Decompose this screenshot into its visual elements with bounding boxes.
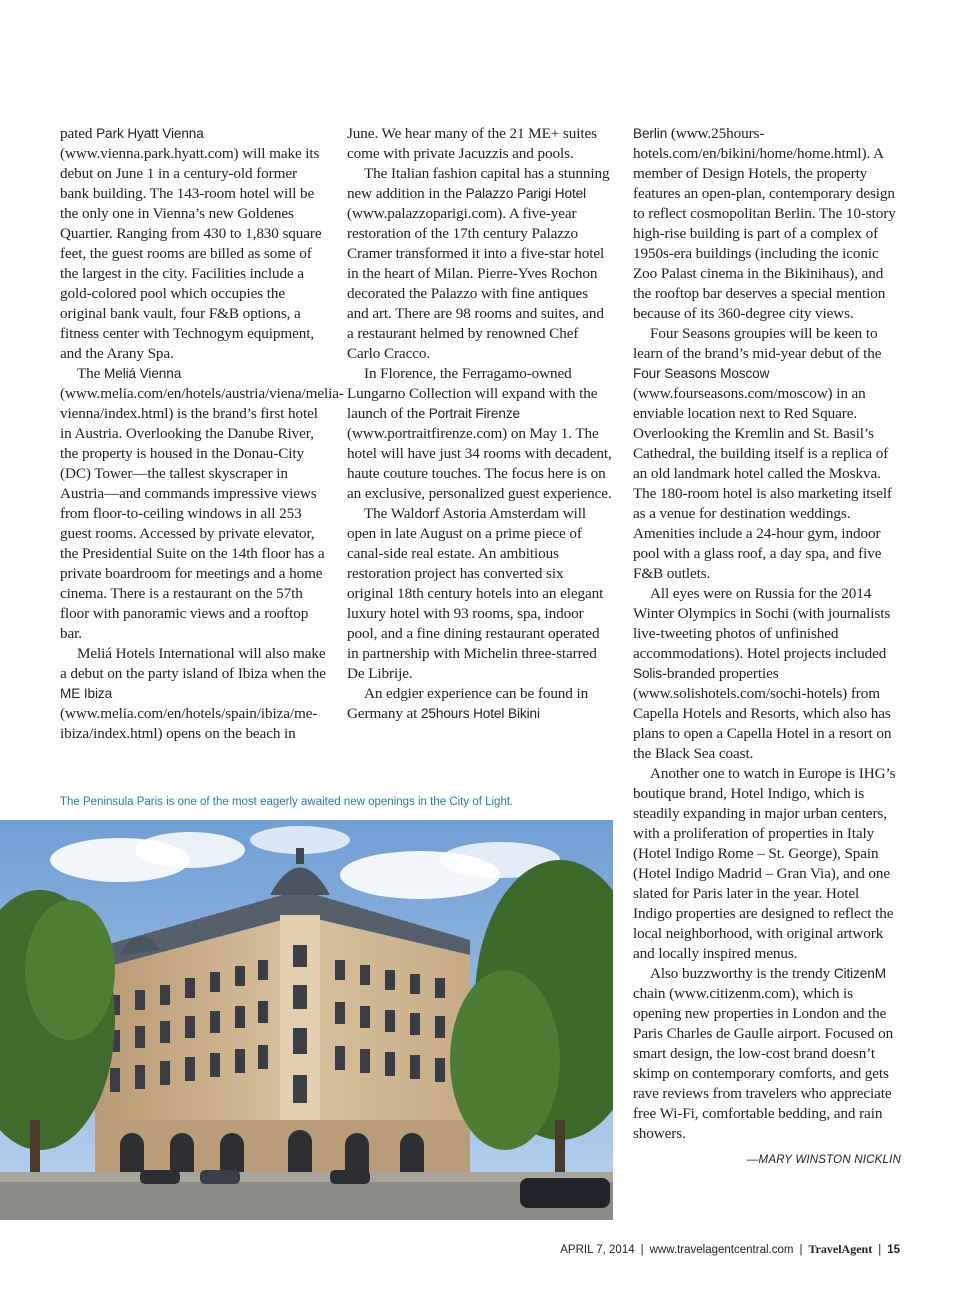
divider: |: [640, 1244, 644, 1256]
website-url: www.travelagentcentral.com: [649, 1244, 794, 1256]
paragraph: Meliá Hotels International will also make a debut on the party island of Ibiza when the ME Ibiza (www.melia.com/en/hotels/spain/ibiza/me-ibiza/index.html) opens on the beach in: [60, 645, 326, 742]
article-column-1: [60, 124, 344, 744]
hotel-name: Berlin: [633, 126, 668, 141]
hotel-name: Portrait Firenze: [428, 406, 521, 421]
paragraph: Also buzzworthy is the trendy CitizenM chain (www.citizenm.com), which is opening new properties in London and the Paris Charles de Gaulle airport. Focused on smart design, the low-cost brand doesn’t skimp on contemporary comforts, and gets rave reviews from travelers who appreciate free Wi-Fi, comfortable bedding, and rain showers.: [633, 965, 894, 1142]
hotel-name: Park Hyatt Vienna: [96, 126, 204, 141]
divider: |: [799, 1244, 803, 1256]
page-number: 15: [887, 1244, 900, 1256]
paragraph: pated Park Hyatt Vienna (www.vienna.park.hyatt.com) will make its debut on June 1 in a century-old former bank building. The 143-room hotel will be the only one in Vienna’s new Goldenes Quartier. Ranging from 430 to 1,830 square feet, the guest rooms are billed as some of the largest in the city. Facilities include a gold-colored pool which occupies the original bank vault, four F&B options, a fitness center with Technogym equipment, and the Arany Spa.: [60, 125, 322, 362]
paragraph: An edgier experience can be found in Germany at 25hours Hotel Bikini: [347, 685, 589, 722]
paragraph: In Florence, the Ferragamo-owned Lungarno Collection will expand with the launch of the Portrait Firenze (www.portraitfirenze.com) on May 1. The hotel will have just 34 rooms with decadent, haute couture touches. The focus here is on an exclusive, personalized guest experience.: [347, 365, 612, 502]
divider: |: [878, 1244, 882, 1256]
hotel-name: CitizenM: [833, 966, 886, 981]
hotel-name: Palazzo Parigi Hotel: [465, 186, 587, 201]
hotel-name: ME Ibiza: [60, 686, 113, 701]
paragraph: June. We hear many of the 21 ME+ suites come with private Jacuzzis and pools.: [347, 125, 597, 162]
publication-name: TravelAgent: [808, 1242, 873, 1256]
hotel-name: Solis: [633, 666, 662, 681]
hotel-name: 25hours Hotel Bikini: [420, 706, 540, 721]
hotel-name: Meliá Vienna: [104, 366, 182, 381]
article-column-3: [633, 124, 901, 1170]
issue-date: APRIL 7, 2014: [560, 1244, 635, 1256]
article-column-2: [347, 124, 613, 724]
paragraph: Berlin (www.25hours-hotels.com/en/bikini/home/home.html). A member of Design Hotels, the property features an open-plan, contemporary design to reflect cosmopolitan Berlin. The 10-story high-rise building is part of a complex of 1950s-era buildings (including the iconic Zoo Palast cinema in the Bikinihaus), and the rooftop bar deserves a special mention because of its 360-degree city views.: [633, 125, 896, 322]
author-byline: —MARY WINSTON NICKLIN: [746, 1154, 901, 1166]
hotel-name: Four Seasons Moscow: [633, 366, 770, 381]
photo-caption: The Peninsula Paris is one of the most eagerly awaited new openings in the City of Light.: [60, 796, 514, 808]
paragraph: Another one to watch in Europe is IHG’s boutique brand, Hotel Indigo, which is steadily expanding in major urban centers, with a proliferation of properties in Italy (Hotel Indigo Rome – St. George), Spain (Hotel Indigo Madrid – Gran Via), and one slated for Paris later in the year. Hotel Indigo properties are designed to reflect the local neighborhood, with original artwork and locally inspired menus.: [633, 765, 896, 962]
paragraph: The Italian fashion capital has a stunning new addition in the Palazzo Parigi Hotel (www.palazzoparigi.com). A five-year restoration of the 17th century Palazzo Cramer transformed it into a five-star hotel in the heart of Milan. Pierre-Yves Rochon decorated the Palazzo with fine antiques and art. There are 98 rooms and suites, and a restaurant helmed by renowned Chef Carlo Cracco.: [347, 165, 610, 362]
paragraph: All eyes were on Russia for the 2014 Winter Olympics in Sochi (with journalists live-tweeting photos of unfinished accommodations). Hotel projects included Solis-branded properties (www.solishotels.com/sochi-hotels) from Capella Hotels and Resorts, which also has plans to open a Capella Hotel in a resort on the Black Sea coast.: [633, 585, 892, 762]
page-footer: [560, 1242, 900, 1257]
paragraph: The Meliá Vienna (www.melia.com/en/hotels/austria/viena/melia-vienna/index.html) is the brand’s first hotel in Austria. Overlooking the Danube River, the property is housed in the Donau-City (DC) Tower—the tallest skyscraper in Austria—and commands impressive views from floor-to-ceiling windows in all 253 guest rooms. Accessed by private elevator, the Presidential Suite on the 14th floor has a private boardroom for meetings and a home cinema. There is a restaurant on the 57th floor with panoramic views and a rooftop bar.: [60, 365, 344, 642]
paragraph: The Waldorf Astoria Amsterdam will open in late August on a prime piece of canal-side real estate. An ambitious restoration project has converted six original 18th century hotels into an elegant luxury hotel with 93 rooms, spa, indoor pool, and a fine dining restaurant operated in partnership with Michelin three-starred De Librije.: [347, 505, 604, 682]
hotel-photo: [0, 820, 613, 1220]
paragraph: Four Seasons groupies will be keen to learn of the brand’s mid-year debut of the Four Seasons Moscow (www.fourseasons.com/moscow) in an enviable location next to Red Square. Overlooking the Kremlin and St. Basil’s Cathedral, the building itself is a replica of an old landmark hotel called the Moskva. The 180-room hotel is also marketing itself as a venue for destination weddings. Amenities include a 24-hour gym, indoor pool with a glass roof, a day spa, and five F&B outlets.: [633, 325, 892, 582]
